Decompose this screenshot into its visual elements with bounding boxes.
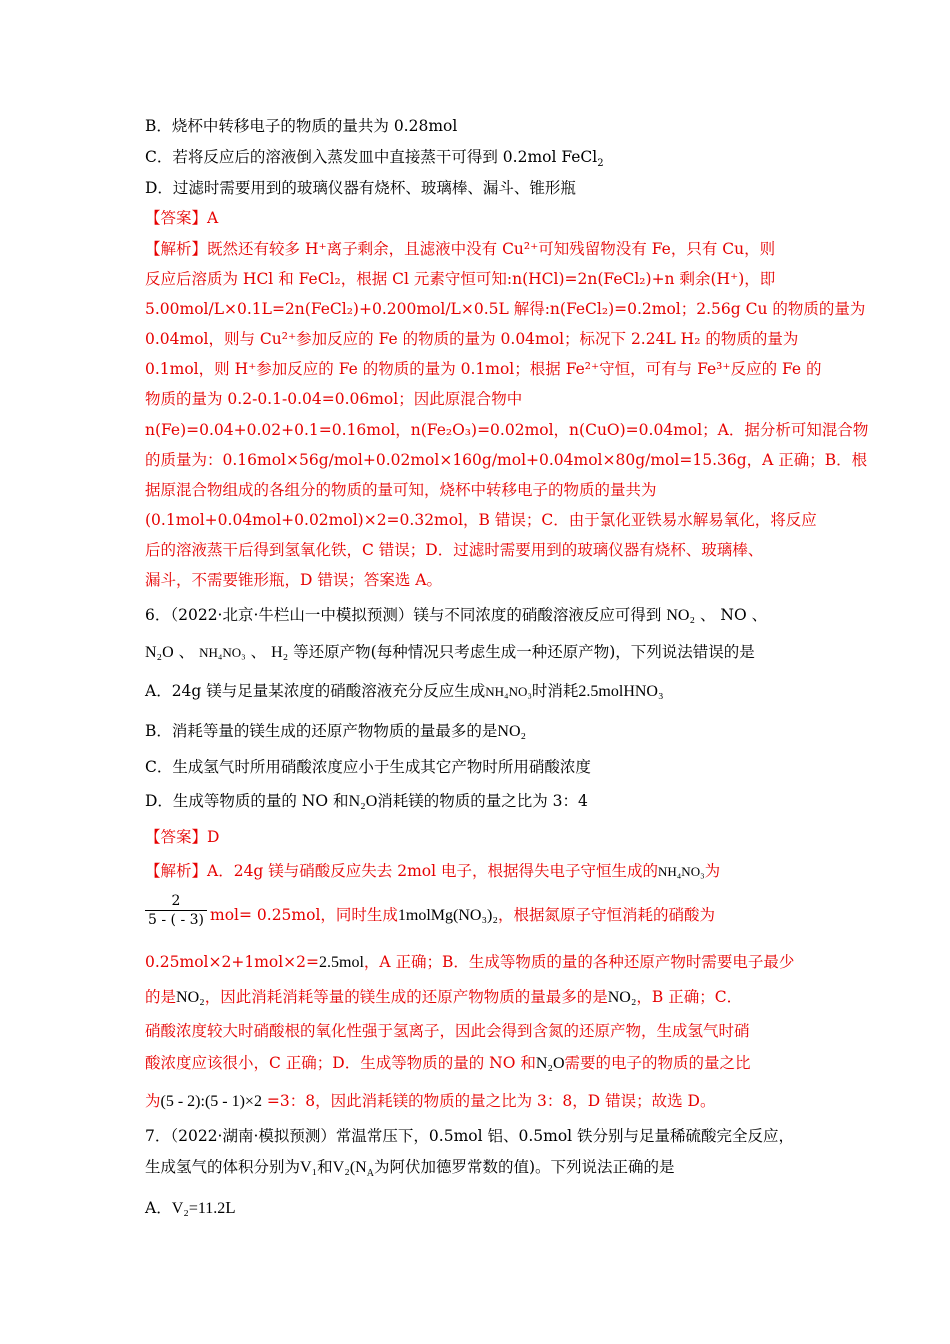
q7-option-a — [145, 1197, 236, 1220]
q6-analysis-formula-nh4no3: NH₄NO₃ — [658, 864, 705, 879]
q6-fraction-denominator: 5 - ( - 3) — [148, 912, 204, 928]
q6-stem-sep-3: 、 — [250, 643, 267, 661]
q6-option-d-post: 消耗镁的物质的量之比为 3：4 — [377, 792, 588, 810]
q6-option-a-mid: 时消耗 — [531, 682, 579, 700]
q5-analysis-line-8: 的质量为：0.16mol×56g/mol+0.02mol×160g/mol+0.04mol×80g/mol=15.36g，A 正确；B．根 — [145, 451, 868, 469]
q5-option-c-text: C．若将反应后的溶液倒入蒸发皿中直接蒸干可得到 0.2mol FeCl — [145, 148, 598, 166]
q6-option-a-value: 2.5molHNO₃ — [578, 683, 664, 700]
q5-analysis-line-11: 后的溶液蒸干后得到氢氧化铁，C 错误；D．过滤时需要用到的玻璃仪器有烧杯、玻璃棒、 — [145, 541, 764, 559]
q5-option-d: D．过滤时需要用到的玻璃仪器有烧杯、玻璃棒、漏斗、锥形瓶 — [145, 179, 576, 197]
q6-analysis-text-7b: =3：8，因此消耗镁的物质的量之比为 3：8，D 错误；故选 D。 — [261, 1092, 716, 1110]
q5-analysis-line-4: 0.04mol，则与 Cu²⁺参加反应的 Fe 的物质的量为 0.04mol；标况下 2.24L H₂ 的物质的量为 — [145, 330, 799, 348]
q7-na — [355, 1159, 374, 1180]
q6-analysis-line-2 — [210, 904, 715, 927]
q6-analysis-formula-no2-b: NO₂ — [607, 989, 637, 1006]
q6-answer: 【答案】D — [145, 828, 220, 846]
q5-analysis-line-12: 漏斗，不需要锥形瓶，D 错误；答案选 A。 — [145, 571, 442, 589]
q6-analysis-text-4b: ，因此消耗消耗等量的镁生成的还原产物物质的量最多的是 — [204, 988, 608, 1006]
q6-analysis-formula-mg: 1molMg(NO₃)₂ — [397, 907, 498, 924]
q5-option-c — [145, 146, 604, 168]
q6-analysis-text-6: 酸浓度应该很小，C 正确；D．生成等物质的量的 NO 和 — [145, 1054, 536, 1072]
q6-formula-h2: H₂ — [271, 644, 289, 661]
q7-option-a-unit: L — [225, 1198, 236, 1217]
q6-option-d-text: D．生成等物质的量的 NO 和 — [145, 792, 349, 810]
q5-analysis-line-10: (0.1mol+0.04mol+0.02mol)×2=0.32mol，B 错误；C．由于氯化亚铁易水解易氧化，将反应 — [145, 511, 817, 529]
q7-stem-line-2 — [145, 1156, 675, 1179]
q6-analysis-text-3b: ，A 正确；B．生成等物质的量的各种还原产物时需要电子最少 — [363, 953, 795, 971]
q7-option-a-label: A． — [145, 1199, 172, 1217]
q7-option-a-value: V₂=11.2 — [171, 1200, 226, 1217]
q6-option-b — [145, 720, 526, 743]
q6-stem-text: 6．（2022·北京·牛栏山一中模拟预测）镁与不同浓度的硝酸溶液反应可得到 — [145, 606, 662, 624]
q6-analysis-formula-no2-a: NO₂ — [176, 989, 205, 1006]
q7-na-subscript: A — [366, 1168, 374, 1180]
q6-analysis-value-2-5mol: 2.5mol — [319, 954, 364, 971]
q6-option-b-formula: NO₂ — [497, 723, 527, 740]
q7-v2: V₂ — [332, 1159, 350, 1176]
q6-analysis-ratio-expression: (5 - 2):(5 - 1)×2 — [160, 1093, 262, 1110]
q6-option-b-text: B．消耗等量的镁生成的还原产物物质的量最多的是 — [145, 722, 498, 740]
q6-formula-nh4no3: NH₄NO₃ — [199, 645, 246, 660]
q6-analysis-text-1b: 为 — [704, 862, 721, 880]
q6-formula-n2o: N₂O — [145, 644, 174, 661]
q6-analysis-line-4 — [145, 986, 742, 1009]
q6-option-a-formula: NH₄NO₃ — [485, 684, 532, 699]
q6-analysis-formula-n2o: N₂O — [535, 1055, 565, 1072]
q5-analysis-line-9: 据原混合物组成的各组分的物质的量可知，烧杯中转移电子的物质的量共为 — [145, 481, 657, 499]
q6-analysis-line-5: 硝酸浓度较大时硝酸根的氧化性强于氢离子，因此会得到含氮的还原产物，生成氢气时硝 — [145, 1022, 750, 1040]
q6-option-d-formula: N₂O — [348, 793, 378, 810]
q5-analysis-line-1 — [145, 238, 775, 260]
q6-analysis-line-7 — [145, 1090, 715, 1113]
q5-analysis-label: 【解析】 — [145, 240, 208, 258]
q6-analysis-text-3: 0.25mol×2+1mol×2= — [145, 953, 320, 971]
q6-stem-sep-1: 、 NO 、 — [699, 606, 768, 624]
q5-analysis-line-6: 物质的量为 0.2-0.1-0.04=0.06mol；因此原混合物中 — [145, 390, 523, 408]
q5-analysis-text-1: 既然还有较多 H⁺离子剩余，且滤液中没有 Cu²⁺可知残留物没有 Fe，只有 Cu，则 — [207, 240, 776, 258]
q7-stem-text: 生成氢气的体积分别为 — [145, 1158, 301, 1176]
q6-option-a-text: A．24g 镁与足量某浓度的硝酸溶液充分反应生成 — [145, 682, 486, 700]
q7-stem-text-post: 为阿伏加德罗常数的值)。下列说法正确的是 — [373, 1158, 675, 1176]
q5-analysis-line-5: 0.1mol，则 H⁺参加反应的 Fe 的物质的量为 0.1mol；根据 Fe²⁺守恒，可有与 Fe³⁺反应的 Fe 的 — [145, 360, 822, 378]
q7-v1: V₁ — [300, 1159, 318, 1176]
q6-analysis-line-3 — [145, 951, 794, 974]
q5-answer: 【答案】A — [145, 209, 219, 227]
q6-option-d — [145, 790, 588, 813]
q7-na-letter: N — [355, 1159, 367, 1176]
q6-option-c: C．生成氢气时所用硝酸浓度应小于生成其它产物时所用硝酸浓度 — [145, 758, 591, 776]
q6-analysis-text-7: 为 — [145, 1092, 161, 1110]
q5-option-b: B．烧杯中转移电子的物质的量共为 0.28mol — [145, 117, 458, 135]
q6-stem-sep-2: 、 — [178, 643, 195, 661]
q5-option-c-subscript: 2 — [597, 158, 604, 170]
q6-analysis-text-4c: ，B 正确；C． — [636, 988, 743, 1006]
q5-analysis-line-2: 反应后溶质为 HCl 和 FeCl₂，根据 Cl 元素守恒可知:n(HCl)=2n(FeCl₂)+n 剩余(H⁺)，即 — [145, 270, 776, 288]
q7-stem-line-1: 7．（2022·湖南·模拟预测）常温常压下，0.5mol 铝、0.5mol 铁分别与足量稀硫酸完全反应， — [145, 1127, 795, 1145]
q7-and: 和 — [317, 1158, 333, 1176]
q6-stem-text-2: 等还原产物(每种情况只考虑生成一种还原产物)，下列说法错误的是 — [293, 643, 755, 661]
q6-analysis-text-4: 的是 — [145, 988, 177, 1006]
q7-paren: ( — [349, 1159, 356, 1176]
q6-stem-line-2 — [145, 641, 755, 664]
q6-fraction-numerator: 2 — [171, 893, 181, 909]
q6-analysis-text-2b: ，根据氮原子守恒消耗的硝酸为 — [497, 906, 715, 924]
q6-stem-line-1 — [145, 604, 767, 627]
q6-analysis-line-6 — [145, 1052, 751, 1075]
q6-analysis-text-6b: 需要的电子的物质的量之比 — [564, 1054, 751, 1072]
q6-analysis-label: 【解析】 — [145, 862, 208, 880]
q6-formula-no2: NO₂ — [666, 607, 696, 624]
q6-analysis-text-2: mol= 0.25mol，同时生成 — [210, 906, 398, 924]
q5-analysis-line-7: n(Fe)=0.04+0.02+0.1=0.16mol，n(Fe₂O₃)=0.02mol，n(CuO)=0.04mol；A．据分析可知混合物 — [145, 421, 869, 439]
q5-analysis-line-3: 5.00mol/L×0.1L=2n(FeCl₂)+0.200mol/L×0.5L 解得:n(FeCl₂)=0.2mol；2.56g Cu 的物质的量为 — [145, 300, 866, 318]
q6-fraction — [145, 892, 207, 929]
q6-option-a — [145, 680, 664, 703]
q6-analysis-line-1 — [145, 860, 720, 883]
q6-analysis-text-1: A．24g 镁与硝酸反应失去 2mol 电子，根据得失电子守恒生成的 — [207, 862, 658, 880]
